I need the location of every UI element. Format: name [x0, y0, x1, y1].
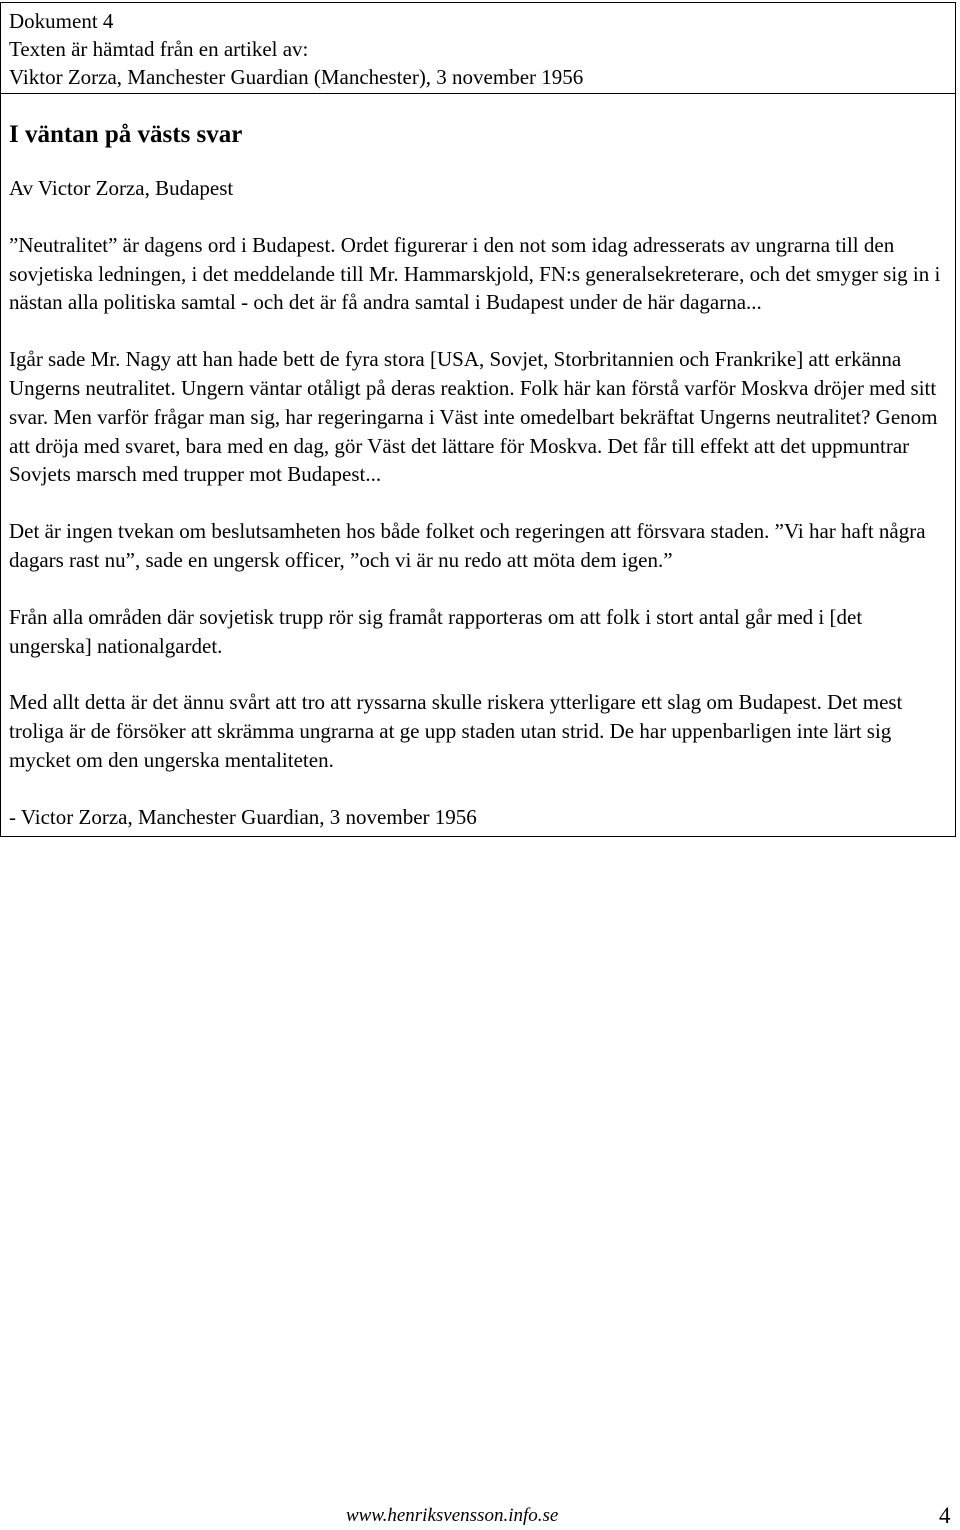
page-number: 4 [939, 1503, 951, 1528]
document-number: Dokument 4 [9, 9, 114, 33]
source-citation: Viktor Zorza, Manchester Guardian (Manchester), 3 november 1956 [9, 65, 584, 89]
article-byline: Av Victor Zorza, Budapest [9, 176, 234, 200]
article-paragraph: ”Neutralitet” är dagens ord i Budapest. Ordet figurerar i den not som idag adresserats av ungrarna till den sovjetiska ledningen, i det meddelande till Mr. Hammarskjold, FN:s generalsekreterare, och det smyger sig in i nästan alla politiska samtal - och det är få andra samtal i Budapest under de här dagarna... [9, 232, 941, 315]
article-paragraph: Med allt detta är det ännu svårt att tro att ryssarna skulle riskera ytterligare ett slag om Budapest. Det mest troliga är de försöker att skrämma ungrarna at ge upp staden utan strid. De har uppenbarligen inte lärt sig mycket om den ungerska mentaliteten. [9, 690, 903, 772]
article-title: I väntan på västs svar [9, 121, 243, 148]
article-signature: - Victor Zorza, Manchester Guardian, 3 november 1956 [9, 804, 477, 829]
article-paragraph: Det är ingen tvekan om beslutsamheten hos både folket och regeringen att försvara staden. ”Vi har haft några dagars rast nu”, sade en ungersk officer, ”och vi är nu redo att möta dem igen.” [9, 519, 926, 572]
source-intro: Texten är hämtad från en artikel av: [9, 37, 309, 61]
footer-url-text: www.henriksvensson.info.se [346, 1505, 559, 1526]
footer-url [346, 1504, 558, 1528]
article-paragraph: Från alla områden där sovjetisk trupp rör sig framåt rapporteras om att folk i stort antal går med i [det ungerska] nationalgardet. [9, 604, 863, 658]
article-paragraph: Igår sade Mr. Nagy att han hade bett de fyra stora [USA, Sovjet, Storbritannien och Frankrike] att erkänna Ungerns neutralitet. Ungern väntar otåligt på deras reaktion. Folk här kan förstå varför Moskva dröjer med sitt svar. Men varför frågar man sig, har regeringarna i Väst inte omedelbart bekräftat Ungerns neutralitet? Genom att dröja med svaret, bara med en dag, gör Väst det lättare för Moskva. Det får till effekt att det uppmuntrar Sovjets marsch med trupper mot Budapest... [9, 347, 938, 487]
document-header [1, 3, 955, 94]
document-box [0, 2, 956, 837]
article-body [1, 94, 955, 836]
